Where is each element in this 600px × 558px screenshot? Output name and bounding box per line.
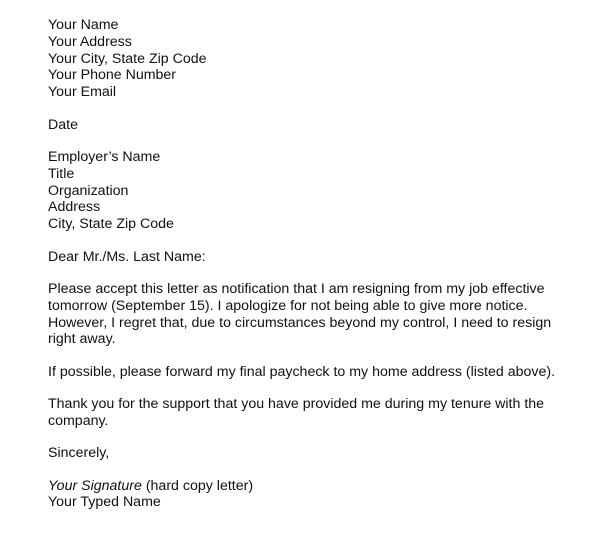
recipient-city-state-zip: City, State Zip Code xyxy=(48,216,174,233)
sender-city-state-zip: Your City, State Zip Code xyxy=(48,50,207,67)
sender-block xyxy=(48,17,568,101)
paragraph-2-text: If possible, please forward my final paycheck to my home address (listed above). xyxy=(48,363,556,380)
recipient-block xyxy=(48,149,568,233)
resignation-letter xyxy=(48,17,568,511)
recipient-name: Employer’s Name xyxy=(48,148,161,165)
typed-name: Your Typed Name xyxy=(48,494,161,511)
closing-text: Sincerely, xyxy=(48,445,110,462)
sender-name: Your Name xyxy=(48,17,119,33)
salutation xyxy=(48,249,568,266)
signature-note: (hard copy letter) xyxy=(141,477,254,494)
body-paragraph-2 xyxy=(48,364,568,381)
body-paragraph-1 xyxy=(48,281,568,348)
body-paragraph-3 xyxy=(48,396,568,430)
letter-date: Date xyxy=(48,116,78,133)
recipient-title: Title xyxy=(48,165,75,182)
recipient-address: Address xyxy=(48,199,101,216)
salutation-text: Dear Mr./Ms. Last Name: xyxy=(48,248,206,265)
sender-address: Your Address xyxy=(48,33,132,50)
signature-label: Your Signature xyxy=(48,477,142,494)
sender-email: Your Email xyxy=(48,84,117,101)
signature-line xyxy=(48,478,568,495)
sender-phone: Your Phone Number xyxy=(48,67,177,84)
recipient-organization: Organization xyxy=(48,182,129,199)
closing xyxy=(48,445,568,462)
paragraph-3-text: Thank you for the support that you have provided me during my tenure with the company. xyxy=(48,396,545,429)
signature-block xyxy=(48,478,568,512)
paragraph-1-text: Please accept this letter as notification that I am resigning from my job effective tomorrow (September 15). I apologize for not being able to give more notice. However, I regret that, due to circumstances beyond my control, I need to resign right away. xyxy=(48,280,552,348)
date-block xyxy=(48,117,568,134)
